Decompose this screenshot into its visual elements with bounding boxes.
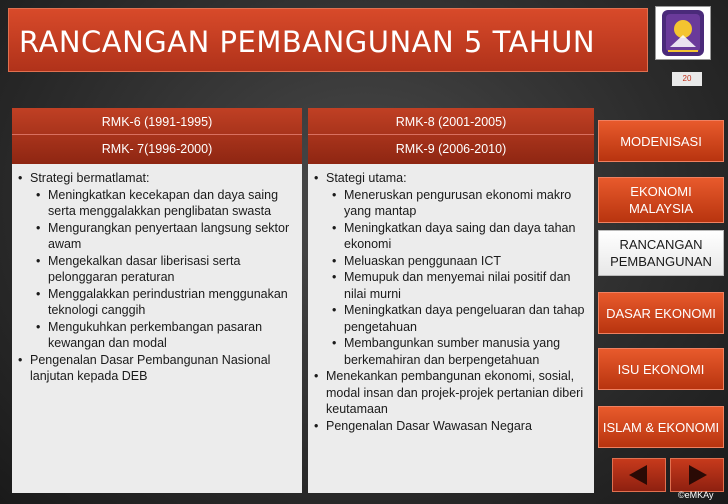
list-item: • Menekankan pembangunan ekonomi, sosial, modal insan dan projek-projek pertanian diberi keutamaan bbox=[314, 368, 590, 418]
right-bullet-list bbox=[308, 164, 594, 434]
nav-label: ISLAM & EKONOMI bbox=[602, 419, 720, 435]
arrow-right-icon bbox=[671, 459, 723, 491]
nav-label: DASAR EKONOMI bbox=[606, 305, 716, 321]
logo bbox=[655, 6, 711, 60]
list-item: • Meluaskan penggunaan ICT bbox=[332, 253, 590, 270]
page-title: RANCANGAN PEMBANGUNAN 5 TAHUN bbox=[19, 25, 596, 59]
list-item: • Meningkatkan kecekapan dan daya saing serta menggalakkan penglibatan swasta bbox=[36, 187, 298, 220]
title-bar bbox=[8, 8, 648, 72]
nav-button-isu-ekonomi[interactable] bbox=[598, 348, 724, 390]
left-header-line2: RMK- 7(1996-2000) bbox=[12, 134, 302, 161]
page-number: 20 bbox=[672, 72, 702, 86]
list-item: • Mengurangkan penyertaan langsung sektor awam bbox=[36, 220, 298, 253]
list-item: • Pengenalan Dasar Wawasan Negara bbox=[314, 418, 590, 435]
bullet-text: Stategi utama: bbox=[326, 171, 407, 185]
uitm-logo-icon bbox=[656, 7, 710, 59]
next-button[interactable] bbox=[670, 458, 724, 492]
right-header-line2: RMK-9 (2006-2010) bbox=[308, 134, 594, 161]
list-item: • Mengekalkan dasar liberisasi serta pelonggaran peraturan bbox=[36, 253, 298, 286]
right-header-line1: RMK-8 (2001-2005) bbox=[395, 115, 507, 129]
left-header-line1: RMK-6 (1991-1995) bbox=[101, 115, 213, 129]
nav-button-islam-ekonomi[interactable] bbox=[598, 406, 724, 448]
bullet-text: Strategi bermatlamat: bbox=[30, 171, 150, 185]
left-column bbox=[12, 108, 302, 493]
right-column bbox=[308, 108, 594, 493]
list-item bbox=[314, 170, 590, 368]
nav-label: RANCANGAN PEMBANGUNAN bbox=[610, 237, 712, 269]
left-sub-list bbox=[30, 187, 298, 352]
nav-button-dasar-ekonomi[interactable] bbox=[598, 292, 724, 334]
left-bullet-list bbox=[12, 164, 302, 385]
list-item: • Membangunkan sumber manusia yang berkemahiran dan berpengetahuan bbox=[332, 335, 590, 368]
list-item: • Meneruskan pengurusan ekonomi makro yang mantap bbox=[332, 187, 590, 220]
previous-button[interactable] bbox=[612, 458, 666, 492]
right-sub-list bbox=[326, 187, 590, 369]
list-item: • Menggalakkan perindustrian menggunakan teknologi canggih bbox=[36, 286, 298, 319]
nav-button-ekonomi-malaysia[interactable] bbox=[598, 177, 724, 223]
list-item: • Mengukuhkan perkembangan pasaran kewangan dan modal bbox=[36, 319, 298, 352]
copyright: ©eMKAy bbox=[678, 490, 714, 500]
nav-label: EKONOMI MALAYSIA bbox=[628, 184, 694, 216]
nav-label: MODENISASI bbox=[620, 133, 702, 149]
list-item: • Pengenalan Dasar Pembangunan Nasional lanjutan kepada DEB bbox=[18, 352, 298, 385]
nav-label: ISU EKONOMI bbox=[617, 361, 705, 377]
list-item: • Meningkatkan daya saing dan daya tahan ekonomi bbox=[332, 220, 590, 253]
nav-button-modenisasi[interactable] bbox=[598, 120, 724, 162]
list-item: • Meningkatkan daya pengeluaran dan tahap pengetahuan bbox=[332, 302, 590, 335]
list-item bbox=[18, 170, 298, 352]
right-column-header bbox=[308, 108, 594, 164]
list-item: • Memupuk dan menyemai nilai positif dan nilai murni bbox=[332, 269, 590, 302]
left-column-header bbox=[12, 108, 302, 164]
nav-button-rancangan-pembangunan[interactable] bbox=[598, 230, 724, 276]
arrow-left-icon bbox=[613, 459, 665, 491]
